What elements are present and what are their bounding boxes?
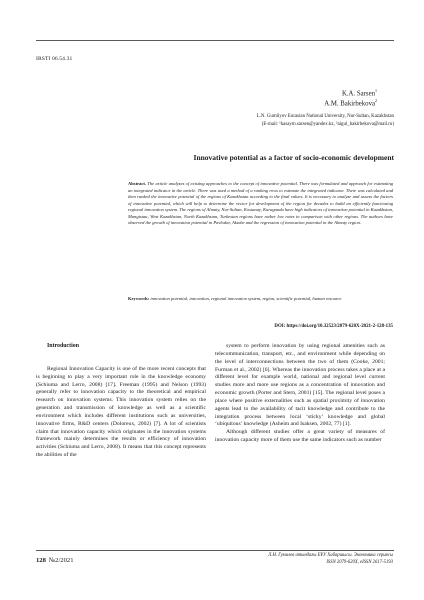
- author-emails: (E-mail: ¹kasaym.sarsen@yandex.kz, ²aigul_bakirbekova@mail.ru): [261, 121, 394, 127]
- left-paragraph-1: Regional Innovation Capacity is one of the more recent concepts that is beginning to play a very important role in the knowledge economy (Schiuma and Lerro, 2008) [17]. Freeman (1995) and Nelson (1993) generally refer to innovation capacity to the theoretical and empirical research on innovation systems. This innovation system relies on the generation and transmission of knowledge as well as a scientific environment which includes different institutions such as universities, innovative firms, R&D centers (Doloreux, 2002) [7]. A lot of scientists claim that innovation capacity which originates in the innovation systems framework mainly determines the results or efficiency of innovation activities (Schiuma and Lerro, 2008). It means that this concept represents the abilities of the: [36, 365, 206, 459]
- footer-journal-info: [268, 553, 393, 566]
- author-1: [342, 88, 377, 97]
- keywords: [128, 296, 393, 303]
- footer-rule: [36, 550, 394, 551]
- journal-name: Л.Н. Гумилев атындағы ЕҰУ Хабаршысы. Экономика сериясы: [268, 553, 393, 558]
- author-1-sup: 1: [375, 88, 377, 93]
- author-1-name: K.A. Sarsen: [341, 90, 375, 98]
- right-paragraph-2: Although different studies offer a great variety of measures of innovation capacity more of them use the same indicators such as number: [215, 429, 385, 444]
- affiliation-line: L.N. Gumilyov Eurasian National University, Nur-Sultan, Kazakhstan: [256, 114, 394, 119]
- abstract-text: The article analyzes of existing approaches to the concept of innovative potential. There was formulated and approach for estimating an integrated indicator in the article. There was used a method of a ranking rows to estimate the integrated indicator. There was calculated and then ranked the innovative potential of the regions of Kazakhstan according to the final values. It is necessary to analyze and assess the factors of innovative potential, which will help to determine the vector for development of the region for decades to build an efficiently functioning regional innovation system. The regions of Almaty, Nur-Sultan, Kostanay, Karaganda have high indicators of innovation potential in Kazakhstan, Mangistau, West Kazakhstan, North Kazakhstan, Turkestan regions have rather low rates in comparison with other regions. The authors have observed the growth of innovation potential in Pavlodar, Aktobe and the regression of innovation potential in the Almaty region.: [128, 181, 393, 226]
- introduction-heading: Introduction: [47, 343, 79, 349]
- affiliation: [94, 113, 394, 128]
- issue-number: №2/2021: [48, 557, 74, 564]
- doi-link[interactable]: DOI: https://doi.org/10.32523/2079-620X-2021-2-128-135: [274, 324, 393, 329]
- right-paragraph-1: system to perform innovation by using regional amenities such as telecommunication, transport, etc., and environment while depending on the level of interconnections between the two of them (Cooke, 2001; Furman et al., 2002) [6]. Whereas the innovation process takes a place at a different level for example world, national and regional level current studies more and more use regions as a concentration of innovation and economic growth (Porter and Stern, 2001) [15]. The regional level poses a place where positive externalities such as spatial proximity of innovation agents lead to the availability of tacit knowledge and contribute to the integration process between local ‘sticky’ knowledge and global ‘ubiquitous’ knowledge (Asheim and Isaksen, 2002, 77) [1].: [215, 343, 385, 428]
- journal-issn: ISSN 2079-620X, eISSN 2617-5193: [326, 559, 393, 565]
- author-2-name: A.M. Bakirbekova: [324, 100, 375, 108]
- keywords-label: Keywords:: [128, 296, 150, 301]
- right-column: [215, 343, 385, 445]
- abstract-label: Abstract.: [128, 181, 147, 186]
- author-2: [324, 98, 377, 107]
- header-rule: [36, 40, 394, 41]
- abstract: [128, 181, 393, 227]
- page-number: 128: [36, 557, 46, 564]
- left-column: [36, 343, 206, 460]
- footer-page-info: [36, 557, 74, 564]
- article-title: Innovative potential as a factor of socio-economic development: [193, 153, 394, 162]
- irsti-code: IRSTI 06.54.31: [36, 56, 73, 62]
- keywords-text: innovation potential, innovation, regional innovation system, region, scientific potential, human resource: [149, 296, 342, 301]
- author-2-sup: 2: [375, 98, 377, 103]
